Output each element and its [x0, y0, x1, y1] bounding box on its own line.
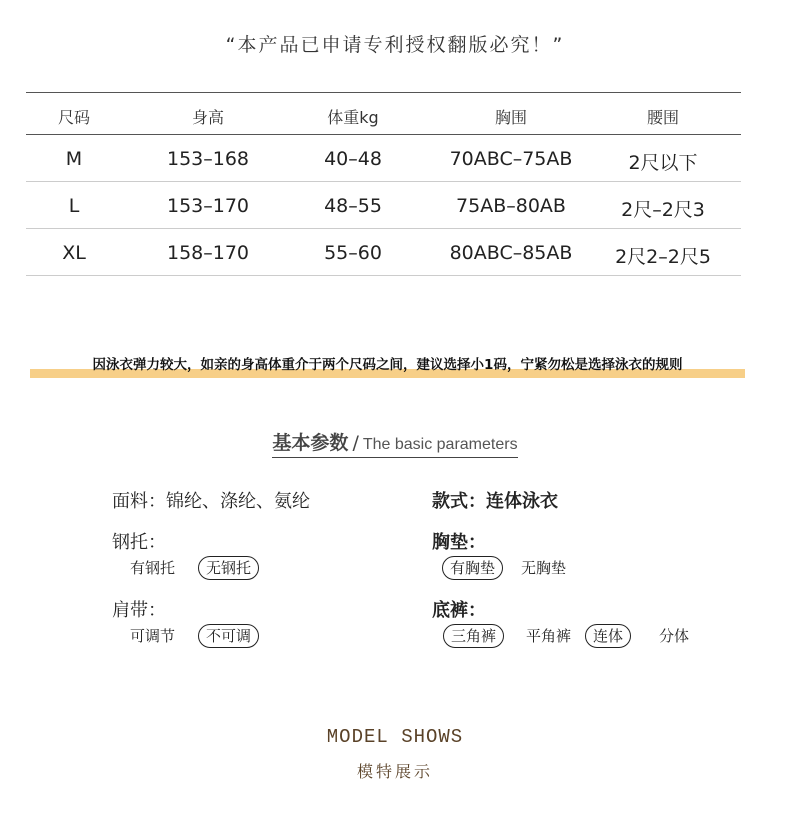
- table-row: [26, 182, 741, 229]
- height-cell: 158–170: [166, 242, 250, 264]
- weight-cell: 40–48: [324, 148, 382, 170]
- bust-cell: 70ABC–75AB: [449, 148, 573, 170]
- header-weight: 体重kg: [327, 108, 379, 127]
- straps-label: 肩带：: [112, 600, 166, 621]
- underwire-option-yes: 有钢托: [130, 559, 176, 577]
- size-chart-table: [26, 92, 741, 276]
- size-cell: XL: [62, 242, 86, 264]
- padding-label: 胸垫：: [432, 532, 486, 553]
- bottom-option-boyshort: 平角裤: [526, 627, 572, 645]
- weight-cell: 55–60: [324, 242, 382, 264]
- straps-option-fixed-selected: 不可调: [198, 624, 259, 648]
- header-height: 身高: [191, 108, 225, 127]
- weight-cell: 48–55: [324, 195, 382, 217]
- underwire-label: 钢托：: [112, 532, 166, 553]
- bottom-option-twopiece: 分体: [659, 627, 690, 645]
- height-cell: 153–168: [166, 148, 250, 170]
- header-waist: 腰围: [646, 108, 680, 127]
- waist-cell: 2尺以下: [628, 152, 698, 174]
- height-cell: 153–170: [166, 195, 250, 217]
- size-cell: L: [68, 195, 80, 217]
- waist-cell: 2尺–2尺3: [621, 199, 705, 221]
- fabric-spec: 面料：锦纶、涤纶、氨纶: [112, 491, 310, 512]
- padding-option-no: 无胸垫: [521, 559, 567, 577]
- bust-cell: 80ABC–85AB: [449, 242, 573, 264]
- waist-cell: 2尺2–2尺5: [615, 246, 711, 268]
- underwire-option-no-selected: 无钢托: [198, 556, 259, 580]
- bottom-option-onepiece-selected: 连体: [585, 624, 631, 648]
- model-shows-subtitle: 模特展示: [356, 762, 433, 781]
- size-cell: M: [65, 148, 83, 170]
- params-heading: [0, 428, 790, 458]
- bottom-label: 底裤：: [432, 600, 486, 621]
- table-row: [26, 229, 741, 276]
- padding-option-yes-selected: 有胸垫: [442, 556, 503, 580]
- style-spec: 款式：连体泳衣: [432, 491, 558, 512]
- bottom-option-brief-selected: 三角裤: [443, 624, 504, 648]
- copyright-notice: “本产品已申请专利授权翻版必究！”: [225, 34, 565, 56]
- table-header-row: [26, 92, 741, 135]
- size-advice-banner: 因泳衣弹力较大，如亲的身高体重介于两个尺码之间，建议选择小1码，宁紧勿松是选择泳衣的规则: [30, 356, 745, 378]
- params-heading-en: The basic parameters: [362, 436, 518, 453]
- header-bust: 胸围: [494, 108, 528, 127]
- header-size: 尺码: [57, 108, 91, 127]
- table-row: [26, 135, 741, 182]
- straps-option-adjustable: 可调节: [130, 627, 176, 645]
- bust-cell: 75AB–80AB: [456, 195, 566, 217]
- model-shows-title: MODEL SHOWS: [326, 726, 464, 748]
- params-heading-slash: /: [352, 432, 359, 454]
- params-heading-zh: 基本参数: [272, 432, 349, 454]
